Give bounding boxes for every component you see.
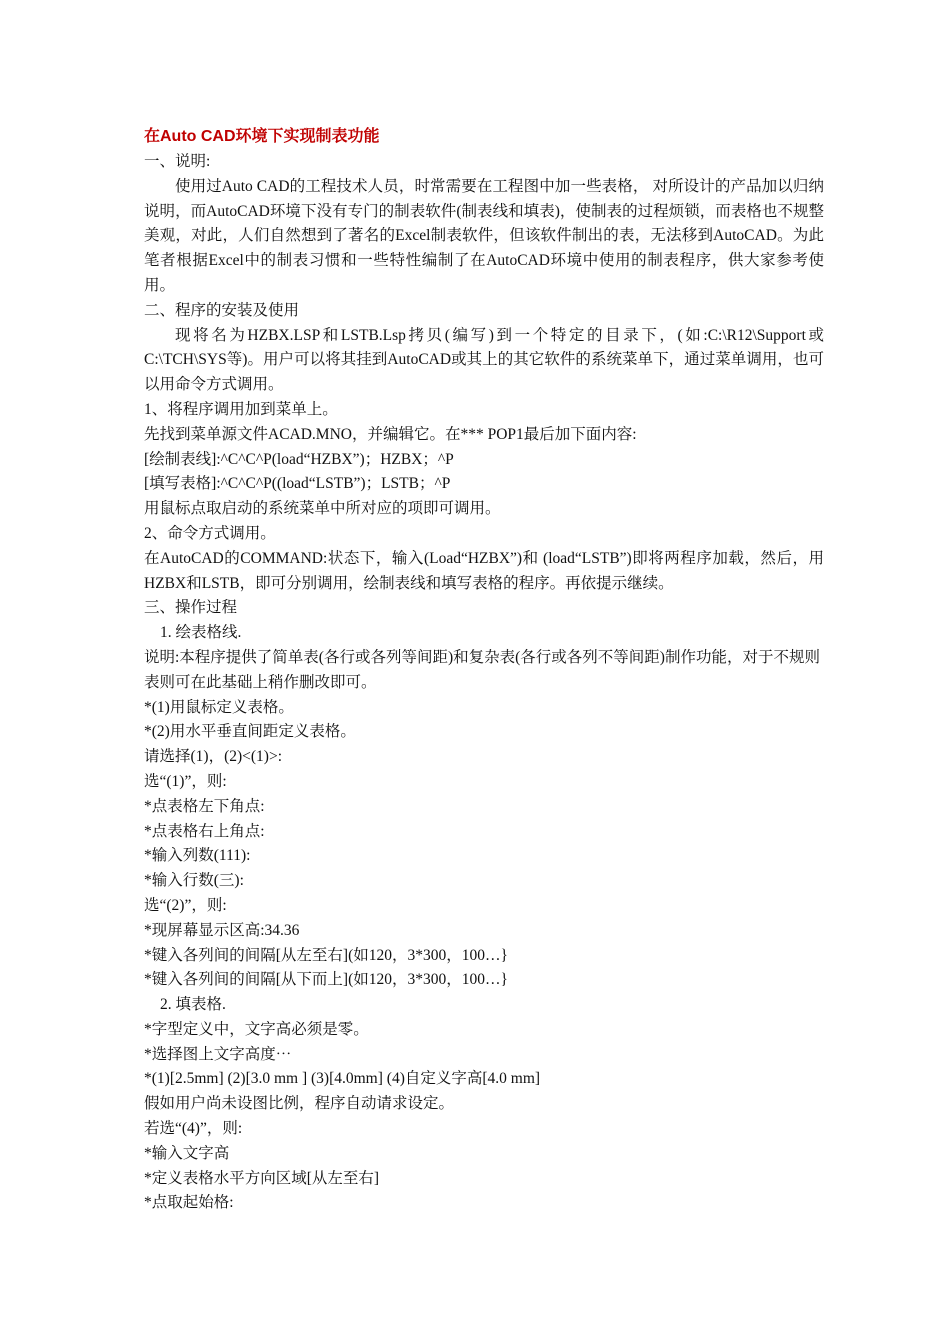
prompt-line: *现屏幕显示区高:34.36 [144, 921, 300, 939]
step-draw-lines: 1. 绘表格线. [160, 624, 242, 642]
prompt-line: *输入文字高 [144, 1144, 230, 1162]
section-heading-explanation: 一、说明: [144, 153, 211, 170]
prompt-line: *点表格左下角点: [144, 797, 265, 815]
prompt-line: *(2)用水平垂直间距定义表格。 [144, 723, 356, 741]
prompt-line: *(1)[2.5mm] (2)[3.0 mm ] (3)[4.0mm] (4)自定义字高[4.0 mm] [144, 1070, 541, 1088]
step-draw-description: 说明:本程序提供了简单表(各行或各列等间距)和复杂表(各行或各列不等间距)制作功能，对于不规则表则可在此基础上稍作删改即可。 [144, 648, 820, 691]
section-heading-operation: 三、操作过程 [144, 599, 238, 617]
prompt-line: 选“(1)”，则: [144, 772, 227, 790]
menu-step-line: 1、将程序调用加到菜单上。 [144, 400, 338, 418]
prompt-line: 假如用户尚未设图比例，程序自动请求设定。 [144, 1095, 455, 1113]
prompt-line: *(1)用鼠标定义表格。 [144, 698, 294, 716]
menu-entry-draw-line: [绘制表线]:^C^C^P(load“HZBX”)；HZBX；^P [144, 450, 454, 468]
install-paragraph: 现将名为HZBX.LSP和LSTB.Lsp拷贝(编写)到一个特定的目录下，(如:C:\R12\Support或C:\TCH\SYS等)。用户可以将其挂到AutoCAD或其上的其它软件的系统菜单下，通过菜单调用，也可以用命令方式调用。 [144, 326, 824, 394]
command-step-line: 2、命令方式调用。 [144, 524, 276, 542]
section-heading-install: 二、程序的安装及使用 [144, 301, 300, 319]
step-fill-table: 2. 填表格. [160, 996, 226, 1014]
prompt-line: *键入各列间的间隔[从左至右](如120，3*300，100…} [144, 946, 508, 964]
command-paragraph: 在AutoCAD的COMMAND:状态下，输入(Load“HZBX”)和 (load“LSTB”)即将两程序加载，然后，用HZBX和LSTB，即可分别调用，绘制表线和填写表格的程序。再依提示继续。 [144, 549, 824, 592]
menu-usage-line: 用鼠标点取启动的系统菜单中所对应的项即可调用。 [144, 500, 501, 518]
prompt-line: 若选“(4)”，则: [144, 1120, 243, 1138]
prompt-line: *输入行数(三): [144, 872, 244, 890]
menu-source-line: 先找到菜单源文件ACAD.MNO，并编辑它。在*** POP1最后加下面内容: [144, 425, 637, 443]
document-title: 在Auto CAD环境下实现制表功能 [144, 128, 380, 145]
prompt-line: 请选择(1)，(2)<(1)>: [144, 748, 283, 766]
prompt-line: *点表格右上角点: [144, 822, 265, 840]
prompt-line: *字型定义中，文字高必须是零。 [144, 1020, 369, 1038]
prompt-line: *定义表格水平方向区域[从左至右] [144, 1169, 380, 1187]
explanation-paragraph: 使用过Auto CAD的工程技术人员，时常需要在工程图中加一些表格， 对所设计的产品加以归纳说明，而AutoCAD环境下没有专门的制表软件(制表线和填表)，使制表的过程烦锁，而表格也不规整美观，对此，人们自然想到了著名的Excel制表软件，但该软件制出的表，无法移到AutoCAD。为此笔者根据Excel中的制表习惯和一些特性编制了在AutoCAD环境中使用的制表程序，供大家参考使用。 [144, 177, 824, 294]
prompt-line: *点取起始格: [144, 1194, 234, 1212]
document-body [144, 124, 824, 1216]
prompt-line: *选择图上文字高度⋯ [144, 1045, 292, 1063]
prompt-line: 选“(2)”，则: [144, 896, 227, 914]
prompt-line: *键入各列间的间隔[从下而上](如120，3*300，100…} [144, 971, 508, 989]
menu-entry-fill-line: [填写表格]:^C^C^P((load“LSTB”)；LSTB；^P [144, 475, 451, 493]
prompt-line: *输入列数(111): [144, 847, 251, 865]
